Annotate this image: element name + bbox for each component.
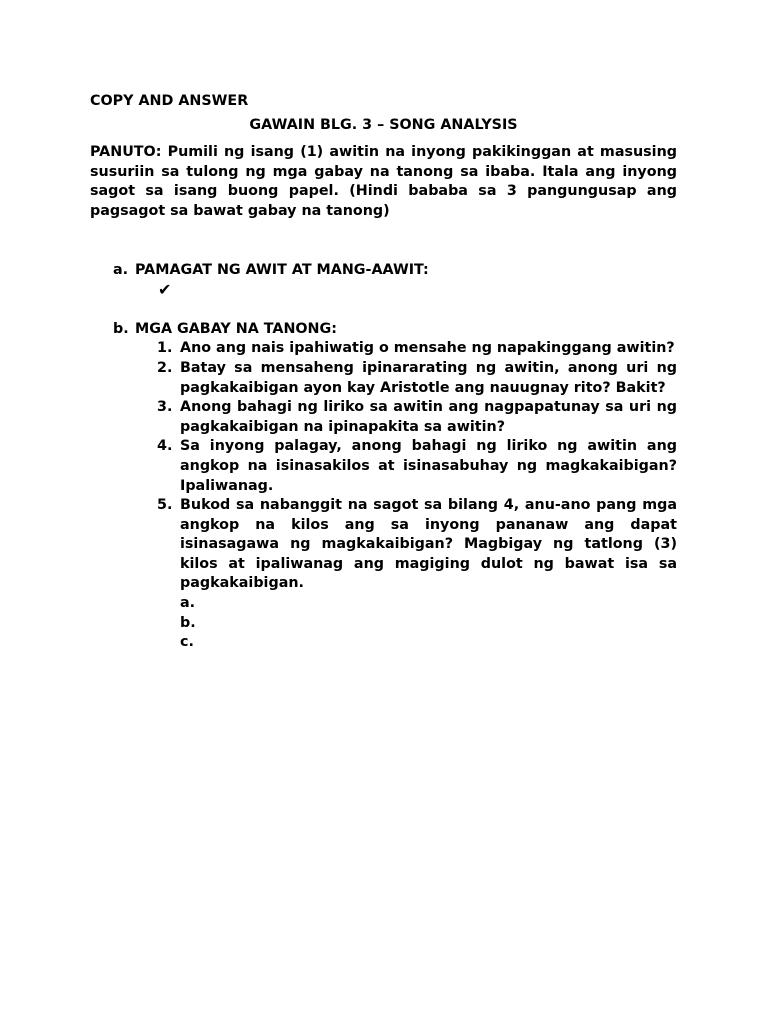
question-text: Sa inyong palagay, anong bahagi ng liriko ng awitin ang angkop na isinasakilos at isinasabuhay ng magkakaibigan? Ipaliwanag. [180,438,677,494]
document-page [90,92,677,653]
section-b-marker: b. [113,320,129,337]
question-number: 2. [157,359,173,376]
question-item [157,339,677,359]
activity-title: GAWAIN BLG. 3 – SONG ANALYSIS [249,116,518,133]
sub-item: b. [180,614,196,631]
document-heading: COPY AND ANSWER [90,93,249,109]
instructions-paragraph: PANUTO: Pumili ng isang (1) awitin na inyong pakikinggan at masusing susuriin sa tulong ng mga gabay na tanong sa ibaba. Itala ang inyong sagot sa isang buong papel. (Hindi bababa sa 3 pangungusap ang pagsagot sa bawat gabay na tanong) [90,144,677,219]
section-song-title [90,261,677,300]
question-item [157,359,677,398]
section-b-label: MGA GABAY NA TANONG: [135,320,337,337]
section-a-marker: a. [113,261,129,278]
question-text: Batay sa mensaheng ipinararating ng awitin, anong uri ng pagkakaibigan ayon kay Aristotle ang nauugnay rito? Bakit? [180,359,677,396]
question-item [157,496,677,653]
sub-item: c. [180,634,194,651]
section-guide-questions [90,320,677,653]
question-item [157,398,677,437]
checkmark-icon: ✔ [158,280,172,300]
check-line [135,280,677,300]
section-a-label: PAMAGAT NG AWIT AT MANG-AAWIT: [135,261,429,278]
question-number: 5. [157,497,173,514]
answer-sub-items [180,594,677,653]
question-list [135,339,677,653]
sub-item: a. [180,595,196,612]
question-text: Bukod sa nabanggit na sagot sa bilang 4, anu-ano pang mga angkop na kilos ang sa inyong pananaw ang dapat isinasagawa ng magkakaibigan? Magbigay ng tatlong (3) kilos at ipaliwanag ang magiging dulot ng bawat isa sa pagkakaibigan. [180,497,677,592]
question-number: 3. [157,399,173,416]
question-item [157,437,677,496]
question-text: Anong bahagi ng liriko sa awitin ang nagpapatunay sa uri ng pagkakaibigan na ipinapakita sa awitin? [180,399,677,435]
question-text: Ano ang nais ipahiwatig o mensahe ng napakinggang awitin? [180,340,675,357]
question-number: 4. [157,438,173,455]
question-number: 1. [157,340,173,357]
